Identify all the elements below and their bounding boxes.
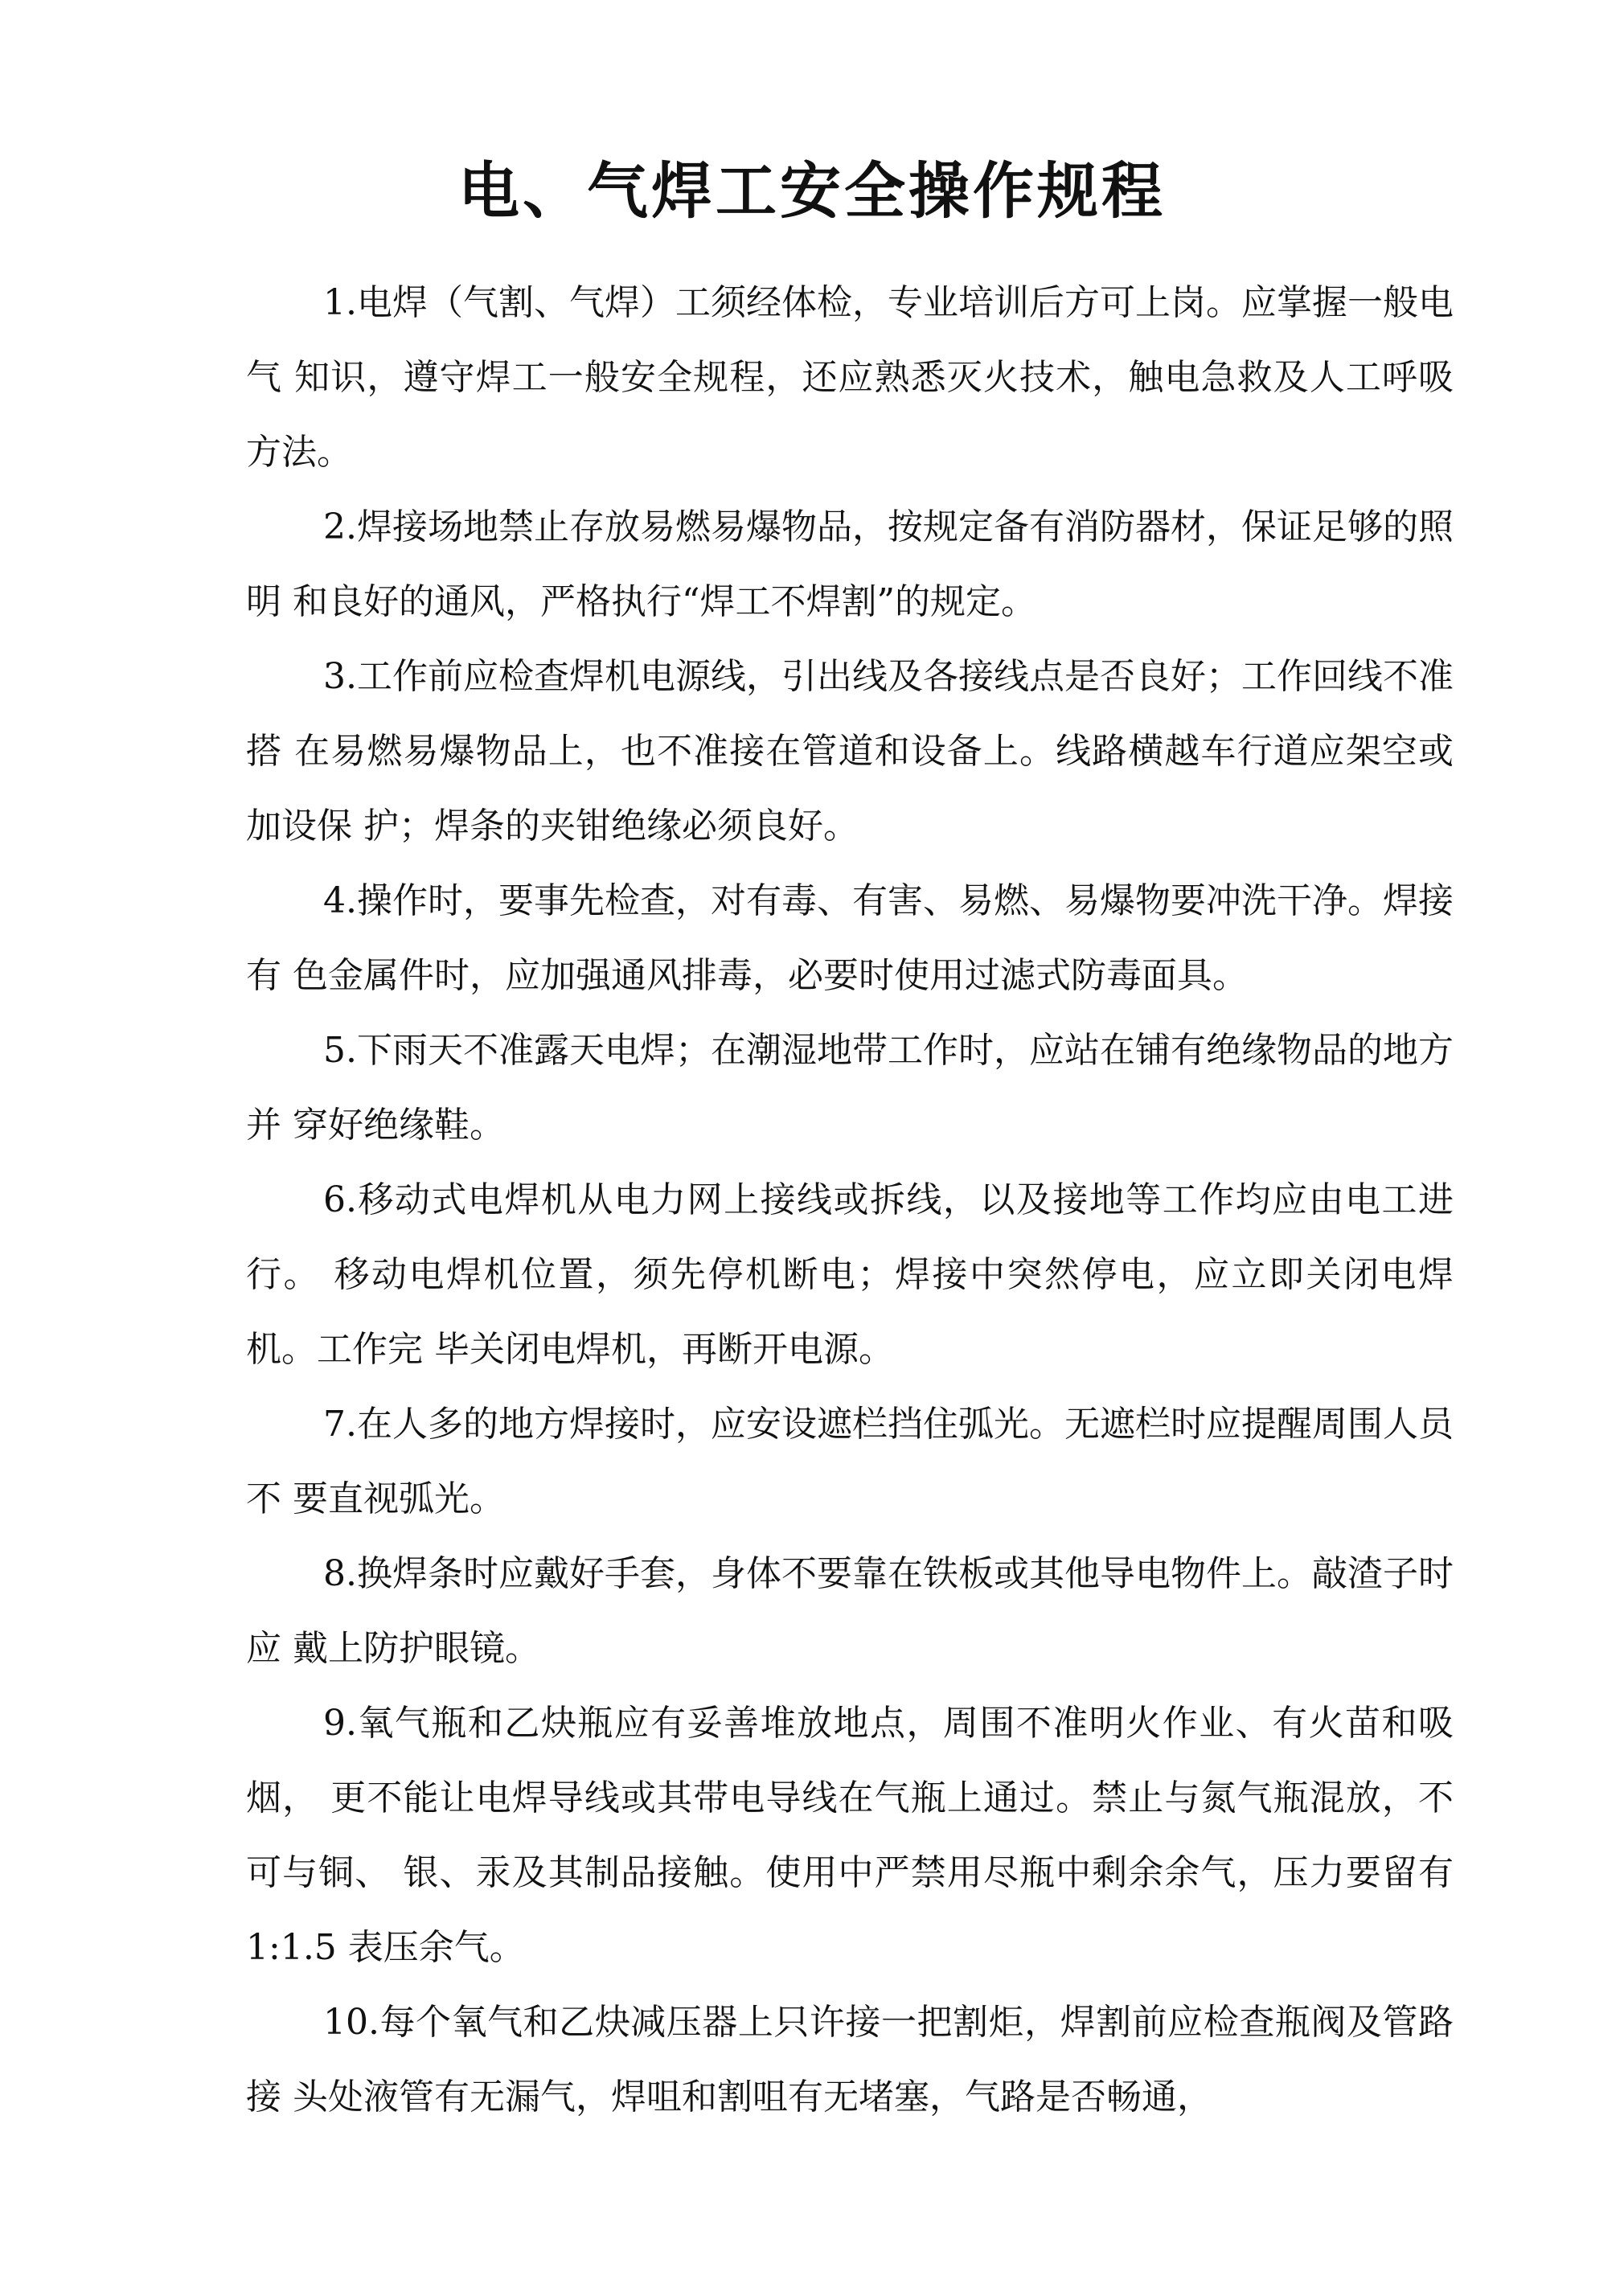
document-title: 电、气焊工安全操作规程	[458, 155, 1166, 227]
paragraph-7: 7.在人多的地方焊接时，应安设遮栏挡住弧光。无遮栏时应提醒周围人员不 要直视弧光。	[246, 1404, 1454, 1519]
paragraph-9: 9.氧气瓶和乙炔瓶应有妥善堆放地点，周围不准明火作业、有火苗和吸烟， 更不能让电焊导线或其带电导线在气瓶上通过。禁止与氮气瓶混放，不可与铜、 银、汞及其制品接触。使用中严禁用尽瓶中剩余余气，压力要留有 1:1.5 表压余气。	[246, 1703, 1454, 1968]
paragraph-1: 1.电焊（气割、气焊）工须经体检，专业培训后方可上岗。应掌握一般电气 知识，遵守焊工一般安全规程，还应熟悉灭火技术，触电急救及人工呼吸方法。	[246, 282, 1454, 473]
paragraph-3: 3.工作前应检查焊机电源线，引出线及各接线点是否良好；工作回线不准搭 在易燃易爆物品上，也不准接在管道和设备上。线路横越车行道应架空或加设保 护；焊条的夹钳绝缘必须良好。	[246, 656, 1454, 847]
paragraph-8: 8.换焊条时应戴好手套，身体不要靠在铁板或其他导电物件上。敲渣子时应 戴上防护眼镜。	[246, 1553, 1454, 1669]
paragraph-5: 5.下雨天不准露天电焊；在潮湿地带工作时，应站在铺有绝缘物品的地方并 穿好绝缘鞋。	[246, 1030, 1454, 1146]
paragraph-4: 4.操作时，要事先检查，对有毒、有害、易燃、易爆物要冲洗干净。焊接有 色金属件时，应加强通风排毒，必要时使用过滤式防毒面具。	[246, 880, 1454, 996]
paragraph-2: 2.焊接场地禁止存放易燃易爆物品，按规定备有消防器材，保证足够的照明 和良好的通风，严格执行“焊工不焊割”的规定。	[246, 506, 1454, 622]
document-body	[246, 265, 1454, 2134]
paragraph-10: 10.每个氧气和乙炔减压器上只许接一把割炬，焊割前应检查瓶阀及管路接 头处液管有无漏气，焊咀和割咀有无堵塞，气路是否畅通，	[246, 2002, 1454, 2118]
paragraph-6: 6.移动式电焊机从电力网上接线或拆线，以及接地等工作均应由电工进行。 移动电焊机位置，须先停机断电；焊接中突然停电，应立即关闭电焊机。工作完 毕关闭电焊机，再断开电源。	[246, 1179, 1454, 1370]
